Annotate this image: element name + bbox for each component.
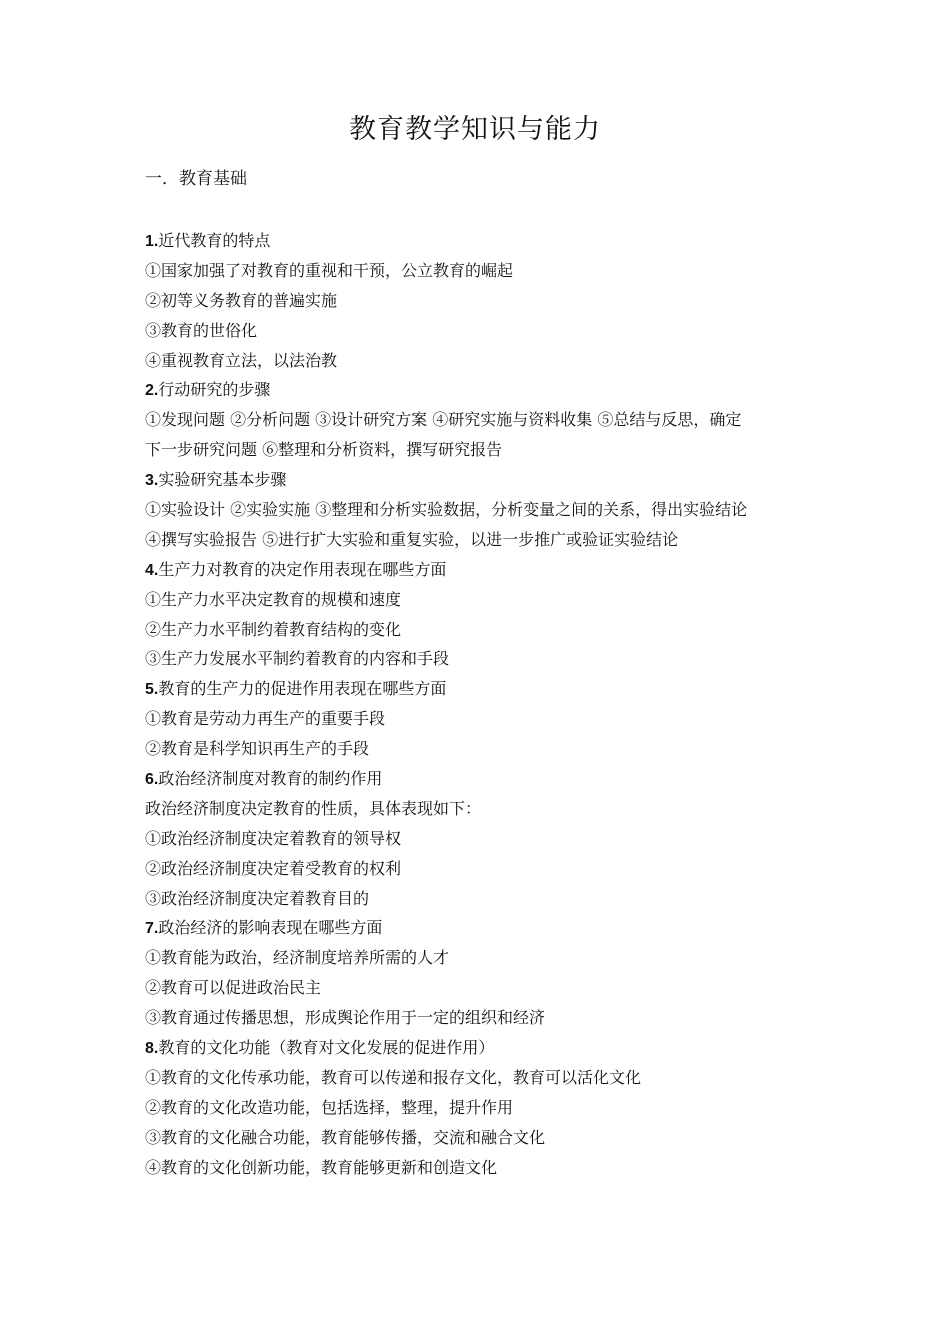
text-line <box>145 405 815 435</box>
text-line <box>145 1123 815 1153</box>
text-line <box>145 854 815 884</box>
question-heading <box>145 226 815 256</box>
question-heading <box>145 375 815 405</box>
line-text: ②教育的文化改造功能，包括选择，整理，提升作用 <box>145 1097 514 1117</box>
text-line <box>145 525 815 555</box>
line-text: 政治经济制度决定教育的性质，具体表现如下： <box>145 798 482 818</box>
text-line <box>145 794 815 824</box>
line-text: 行动研究的步骤 <box>158 380 271 400</box>
line-text: 政治经济制度对教育的制约作用 <box>158 769 383 789</box>
question-number: 1. <box>145 233 159 250</box>
text-line <box>145 943 815 973</box>
text-line <box>145 346 815 376</box>
text-line <box>145 1063 815 1093</box>
line-text: ③教育的文化融合功能，教育能够传播，交流和融合文化 <box>145 1127 546 1147</box>
question-heading <box>145 674 815 704</box>
text-line <box>145 734 815 764</box>
text-line <box>145 824 815 854</box>
question-number: 5. <box>145 681 159 699</box>
text-line <box>145 495 815 525</box>
question-number: 7. <box>145 920 159 938</box>
line-text: ②教育可以促进政治民主 <box>145 978 322 998</box>
text-line <box>145 704 815 734</box>
line-text: 生产力对教育的决定作用表现在哪些方面 <box>158 559 447 579</box>
line-text: ①教育的文化传承功能，教育可以传递和报存文化，教育可以活化文化 <box>145 1067 642 1087</box>
question-number: 8. <box>145 1040 159 1058</box>
question-number: 4. <box>145 561 159 579</box>
line-text: ③教育的世俗化 <box>145 320 258 340</box>
text-line <box>145 1003 815 1033</box>
line-text: ①发现问题 ②分析问题 ③设计研究方案 ④研究实施与资料收集 ⑤总结与反思，确定 <box>145 410 742 430</box>
line-text: ③政治经济制度决定着教育目的 <box>145 888 370 908</box>
line-text: ②教育是科学知识再生产的手段 <box>145 739 370 759</box>
text-line <box>145 286 815 316</box>
question-heading <box>145 913 815 943</box>
line-text: ①政治经济制度决定着教育的领导权 <box>145 828 402 848</box>
line-text: ①教育能为政治，经济制度培养所需的人才 <box>145 948 450 968</box>
line-text: ①国家加强了对教育的重视和干预，公立教育的崛起 <box>145 260 514 280</box>
line-text: 下一步研究问题 ⑥整理和分析资料，撰写研究报告 <box>145 440 503 460</box>
line-text: ②初等义务教育的普遍实施 <box>145 290 338 310</box>
line-text: ③教育通过传播思想，形成舆论作用于一定的组织和经济 <box>145 1008 546 1028</box>
text-line <box>145 585 815 615</box>
document-body <box>145 226 815 1183</box>
line-text: ②政治经济制度决定着受教育的权利 <box>145 858 402 878</box>
line-text: ④撰写实验报告 ⑤进行扩大实验和重复实验，以进一步推广或验证实验结论 <box>145 529 679 549</box>
line-text: ④重视教育立法，以法治教 <box>145 350 338 370</box>
line-text: ①生产力水平决定教育的规模和速度 <box>145 589 402 609</box>
line-text: 教育的文化功能（教育对文化发展的促进作用） <box>158 1038 495 1058</box>
line-text: ②生产力水平制约着教育结构的变化 <box>145 619 402 639</box>
question-heading <box>145 465 815 495</box>
line-text: ③生产力发展水平制约着教育的内容和手段 <box>145 649 450 669</box>
document-title: 教育教学知识与能力 <box>349 114 601 145</box>
line-text: ①教育是劳动力再生产的重要手段 <box>145 709 386 729</box>
text-line <box>145 1093 815 1123</box>
text-line <box>145 884 815 914</box>
text-line <box>145 615 815 645</box>
question-heading <box>145 555 815 585</box>
text-line <box>145 435 815 465</box>
line-text: ④教育的文化创新功能，教育能够更新和创造文化 <box>145 1157 498 1177</box>
text-line <box>145 316 815 346</box>
question-heading <box>145 764 815 794</box>
text-line <box>145 1153 815 1183</box>
text-line <box>145 256 815 286</box>
question-number: 6. <box>145 771 159 789</box>
line-text: 近代教育的特点 <box>158 231 271 250</box>
question-heading <box>145 1033 815 1063</box>
question-number: 2. <box>145 382 159 400</box>
line-text: 政治经济的影响表现在哪些方面 <box>158 918 383 938</box>
line-text: ①实验设计 ②实验实施 ③整理和分析实验数据，分析变量之间的关系，得出实验结论 <box>145 500 748 520</box>
text-line <box>145 973 815 1003</box>
question-number: 3. <box>145 472 159 490</box>
line-text: 实验研究基本步骤 <box>158 470 287 490</box>
line-text: 教育的生产力的促进作用表现在哪些方面 <box>158 679 447 699</box>
section-heading: 一．教育基础 <box>145 169 247 189</box>
text-line <box>145 644 815 674</box>
